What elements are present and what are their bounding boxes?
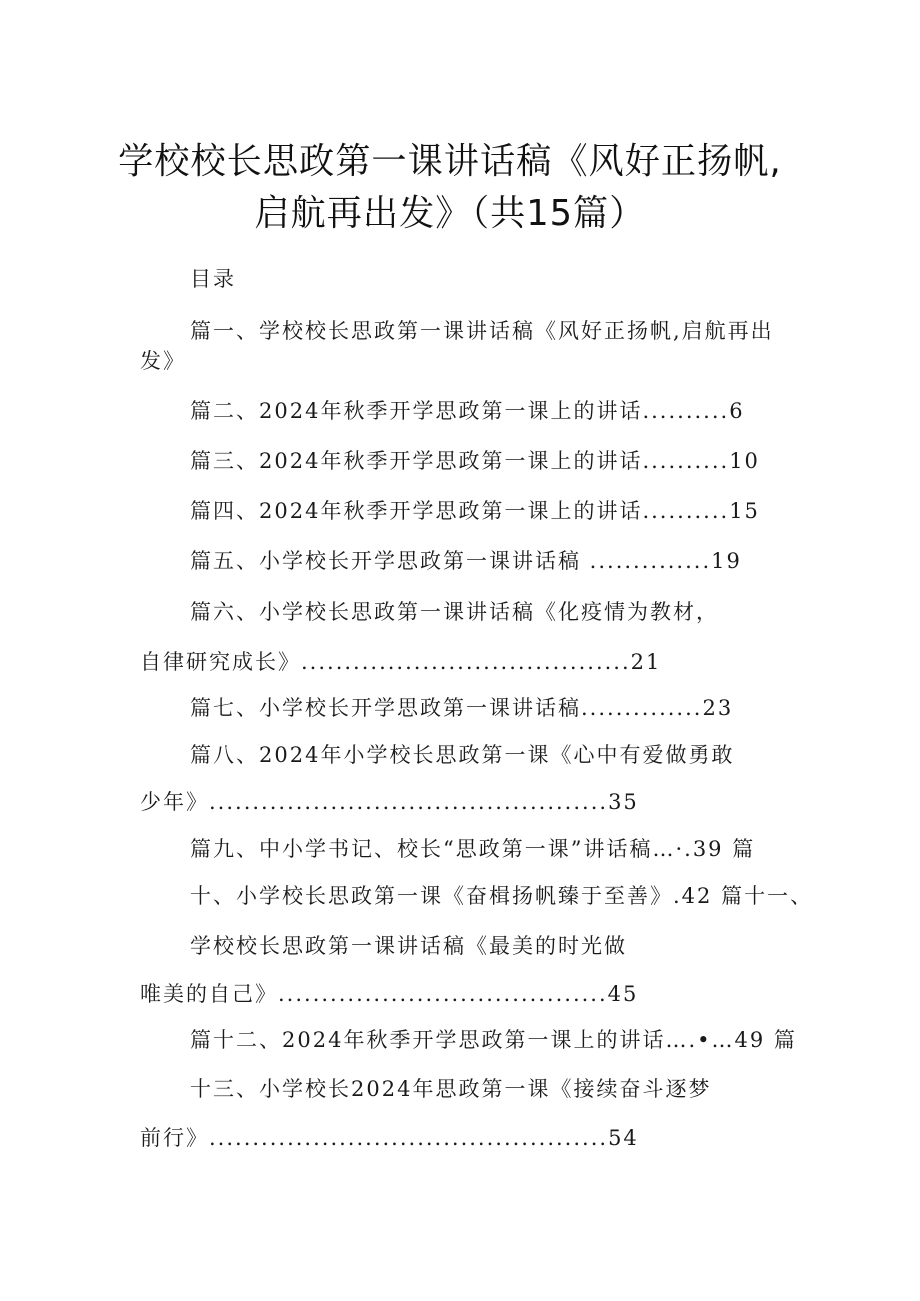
toc-entry-8-line-1: 篇八、2024年小学校长思政第一课《心中有爱做勇敢 <box>190 743 735 767</box>
toc-entry-8-line-2: 少年》..............................................35 <box>140 790 639 814</box>
document-title-line-1: 学校校长思政第一课讲话稿《风好正扬帆, <box>118 141 782 182</box>
toc-entry-1-line-1: 篇一、学校校长思政第一课讲话稿《风好正扬帆,启航再出 <box>190 319 774 343</box>
toc-entry-11-line-1: 学校校长思政第一课讲话稿《最美的时光做 <box>190 934 627 958</box>
toc-entry-6-line-1: 篇六、小学校长思政第一课讲话稿《化疫情为教材， <box>190 600 719 624</box>
toc-entry-12: 篇十二、2024年秋季开学思政第一课上的讲话….•…49 篇 <box>190 1028 797 1052</box>
document-title-line-2: 启航再出发》（共15篇） <box>254 193 646 234</box>
toc-entry-13-line-2: 前行》..............................................54 <box>140 1126 639 1150</box>
toc-entry-3: 篇三、2024年秋季开学思政第一课上的讲话..........10 <box>190 449 760 473</box>
toc-entry-11-line-2: 唯美的自己》......................................45 <box>140 982 639 1006</box>
toc-entry-13-line-1: 十三、小学校长2024年思政第一课《接续奋斗逐梦 <box>190 1077 712 1101</box>
toc-entry-7: 篇七、小学校长开学思政第一课讲话稿..............23 <box>190 696 734 720</box>
toc-entry-4: 篇四、2024年秋季开学思政第一课上的讲话..........15 <box>190 499 760 523</box>
toc-entry-10: 十、小学校长思政第一课《奋楫扬帆臻于至善》.42 篇十一、 <box>190 884 814 908</box>
toc-entry-9: 篇九、中小学书记、校长“思政第一课”讲话稿…·.39 篇 <box>190 837 756 861</box>
toc-entry-1-line-2: 发》 <box>140 349 186 373</box>
toc-entry-6-line-2: 自律研究成长》......................................21 <box>140 650 662 674</box>
toc-entry-5: 篇五、小学校长开学思政第一课讲话稿 ..............19 <box>190 549 742 573</box>
toc-entry-2: 篇二、2024年秋季开学思政第一课上的讲话..........6 <box>190 399 745 423</box>
toc-heading: 目录 <box>190 267 236 291</box>
